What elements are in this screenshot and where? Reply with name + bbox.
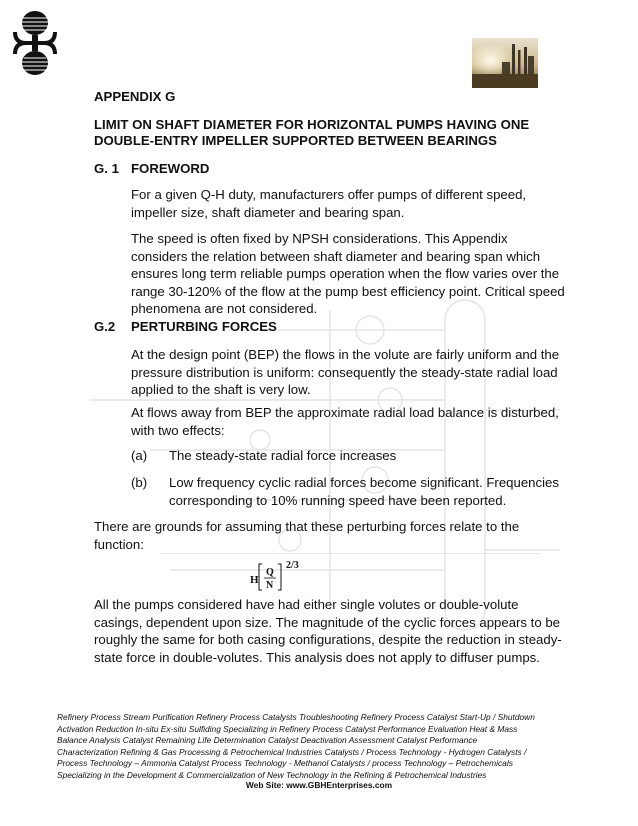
list-item-a-label: (a) [131,448,148,463]
appendix-title: APPENDIX G [94,89,176,104]
perturbing-paragraph-1: At the design point (BEP) the flows in the volute are fairly uniform and the pressure distribution is uniform: consequently the steady-state radial load applied to the shaft is very low. [131,347,560,397]
perturbing-paragraph-2: At flows away from BEP the approximate radial load balance is disturbed, with two effects: [131,405,559,438]
main-heading-line-2: DOUBLE-ENTRY IMPELLER SUPPORTED BETWEEN BEARINGS [94,133,497,148]
section-g1-number: G. 1 [94,161,119,176]
formula-q: Q [266,567,274,578]
formula-h: H [250,574,259,586]
refinery-photo [472,38,538,88]
grounds-paragraph: There are grounds for assuming that these perturbing forces relate to the function: [94,519,520,552]
section-g1-title: FOREWORD [131,161,210,176]
list-item-a-text: The steady-state radial force increases [169,448,397,463]
foreword-paragraph-2: The speed is often fixed by NPSH considerations. This Appendix considers the relation between shaft diameter and bearing span which ensures long term reliable pumps operation when the flow varies over the range 30-120% of the flow at the pump best efficiency point. Critical speed phenomena are not considered. [131,231,565,316]
pumps-paragraph: All the pumps considered have had either single volutes or double-volute casings, dependent upon size. The magnitude of the cyclic forces appears to be roughly the same for both casing configurations, despite the reduction in steady- state force in double-volutes. This analysis does not apply to diffuser pumps. [94,597,562,665]
formula-h-q-over-n [248,558,308,594]
section-g2-number: G.2 [94,319,116,334]
footer-website: Web Site: www.GBHEnterprises.com [245,780,393,790]
foreword-paragraph-1: For a given Q-H duty, manufacturers offer pumps of different speed, impeller size, shaft diameter and bearing span. [131,187,527,220]
list-item-b-label: (b) [131,475,148,490]
formula-n: N [266,580,274,591]
company-logo-icon [12,8,58,78]
list-item-b-text: Low frequency cyclic radial forces become significant. Frequencies corresponding to 10% running speed have been reported. [169,475,559,508]
section-g2-title: PERTURBING FORCES [131,319,277,334]
formula-divider [160,553,540,554]
formula-exponent: 2/3 [286,560,299,571]
main-heading-line-1: LIMIT ON SHAFT DIAMETER FOR HORIZONTAL PUMPS HAVING ONE [94,117,530,132]
footer-services-text: Refinery Process Stream Purification Refinery Process Catalysts Troubleshooting Refinery Process Catalyst Start-Up / Shutdown Activation Reduction In-situ Ex-situ Sulfiding Specializing in Refinery Process Catalyst Performance Evaluation Heat & Mass Balance Analysis Catalyst Remaining Life Determination Catalyst Deactivation Assessment Catalyst Performance Characterization Refining & Gas Processing & Petrochemical Industries Catalysts / Process Technology - Hydrogen Catalysts / Process Technology – Ammonia Catalyst Process Technology - Methanol Catalysts / process Technology – Petrochemicals Specializing in the Development & Commercialization of New Technology in the Refining & Petrochemical Industries [57,712,535,780]
